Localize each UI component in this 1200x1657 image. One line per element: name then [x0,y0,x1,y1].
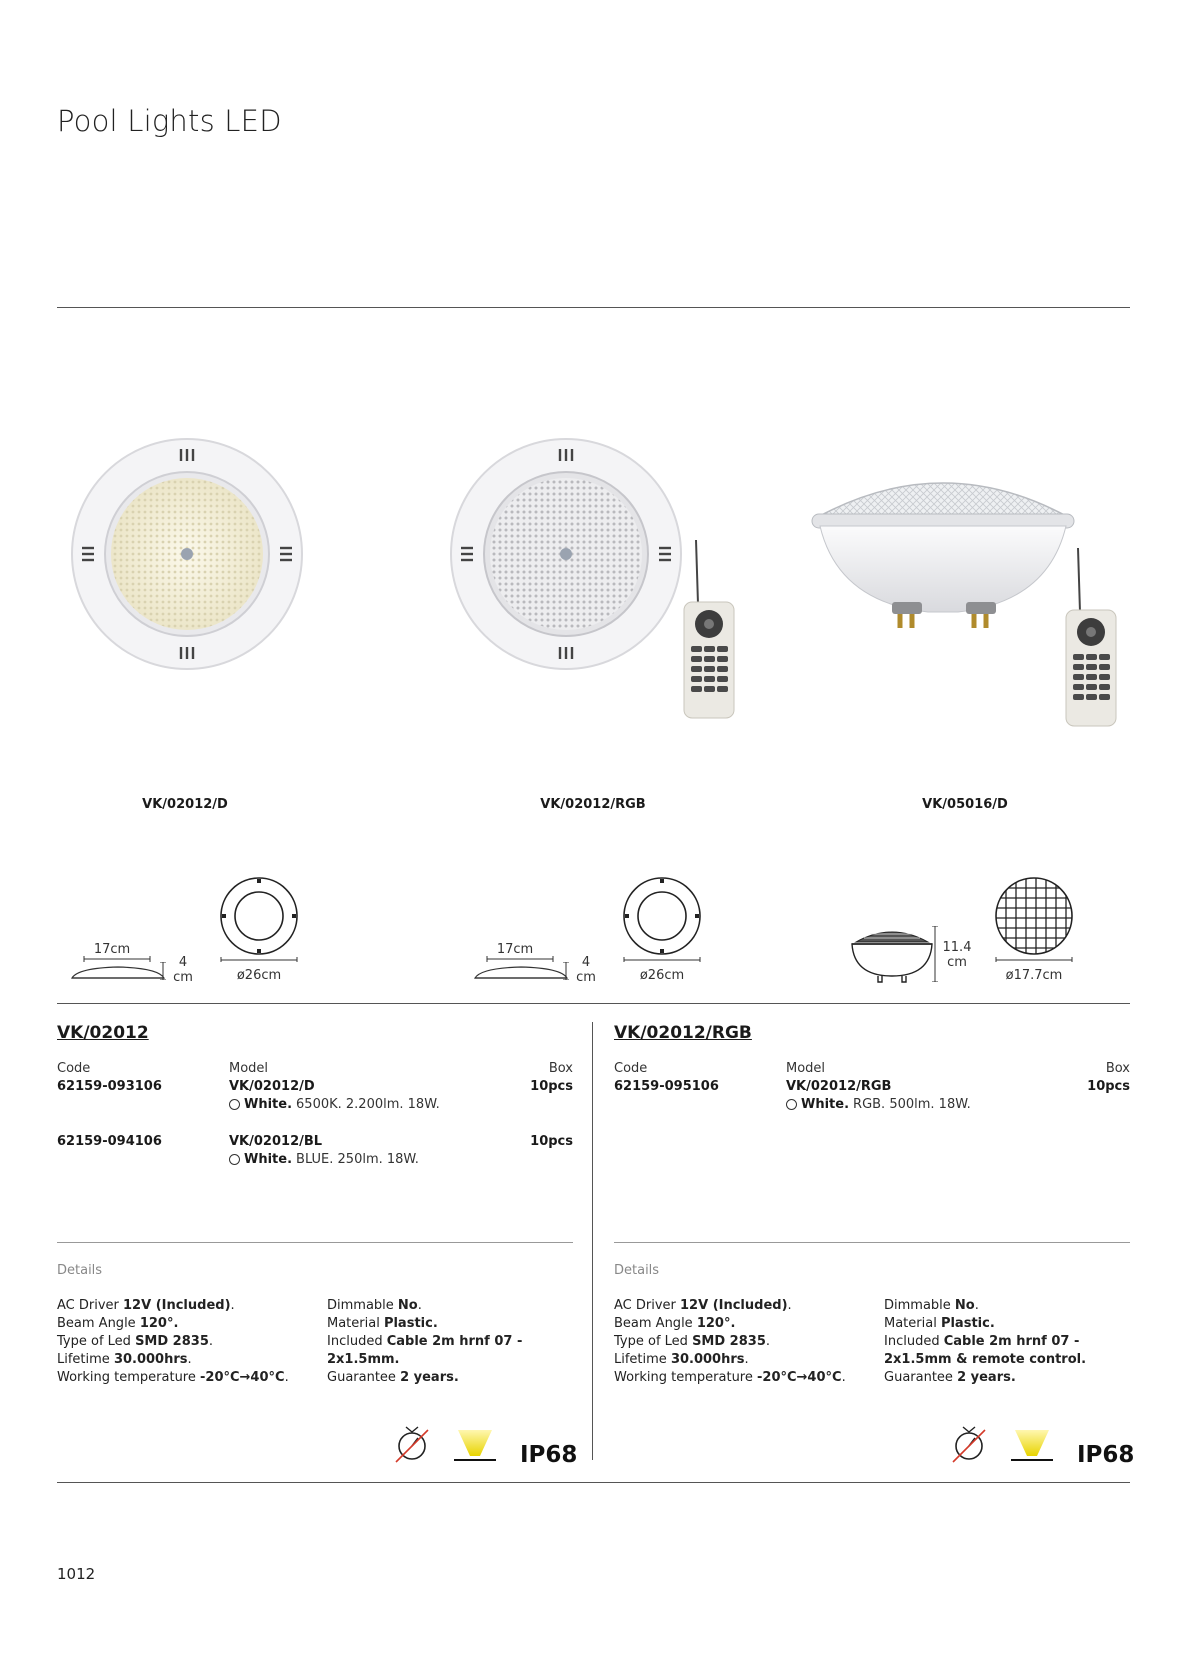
product-caption-1: VK/02012/D [142,797,228,812]
product-image-3 [808,462,1078,646]
remote-control-image-2 [1064,548,1120,732]
dim-width-2: 17cm [496,942,534,957]
row-description [229,1097,440,1112]
col-header-model-2: Model [786,1061,826,1076]
row-model: VK/02012/D [229,1079,315,1094]
row-color: White. [244,1152,293,1167]
ip-rating-2: IP68 [1077,1442,1135,1468]
row-model: VK/02012/RGB [786,1079,892,1094]
spec-line: Material Plastic. [884,1316,995,1331]
col-header-box-1: Box [548,1061,573,1076]
details-left-1 [57,1297,289,1387]
side-profile-drawing-1 [68,956,168,986]
spec-line: AC Driver 12V (Included). [57,1298,235,1313]
details-right-2 [884,1297,1086,1387]
row-description [786,1097,971,1112]
dim-diameter-2: ø26cm [639,968,685,983]
top-view-drawing-3 [994,876,1074,966]
dim-height-unit-1: cm [173,970,193,985]
spec-line: Beam Angle 120°. [614,1316,736,1331]
row-spec: RGB. 500lm. 18W. [853,1097,971,1112]
spec-line: Type of Led SMD 2835. [57,1334,214,1349]
product-image-1 [70,437,304,675]
dim-height-3 [940,940,974,970]
dimensions-divider [57,1003,1130,1004]
row-box: 10pcs [1087,1079,1130,1094]
section-title-1: VK/02012 [57,1023,149,1043]
dim-height-unit-3: cm [947,955,967,970]
height-marker-1 [160,962,166,984]
spec-line: Type of Led SMD 2835. [614,1334,771,1349]
dim-height-value-1: 4 [178,955,188,970]
spec-line: Dimmable No. [884,1298,979,1313]
dim-diameter-1: ø26cm [236,968,282,983]
row-code: 62159-095106 [614,1079,719,1094]
non-dimmable-icon [392,1424,432,1468]
beam-light-icon [452,1428,498,1468]
color-bullet-icon [229,1154,240,1165]
details-label-2: Details [614,1263,660,1278]
dim-height-unit-2: cm [576,970,596,985]
col-header-code-1: Code [57,1061,91,1076]
header-divider [57,307,1130,308]
dim-width-1: 17cm [93,942,131,957]
page-number: 1012 [57,1565,96,1583]
section-title-2: VK/02012/RGB [614,1023,752,1043]
product-caption-2: VK/02012/RGB [540,797,646,812]
col-header-box-2: Box [1105,1061,1130,1076]
row-spec: BLUE. 250lm. 18W. [296,1152,419,1167]
dim-height-value-2: 4 [581,955,591,970]
spec-line: Material Plastic. [327,1316,438,1331]
spec-line: Guarantee 2 years. [884,1370,1016,1385]
row-description [229,1152,419,1167]
details-right-1 [327,1297,522,1387]
spec-line: 2x1.5mm & remote control. [884,1352,1087,1367]
spec-line: Lifetime 30.000hrs. [614,1352,749,1367]
ip-rating-1: IP68 [520,1442,578,1468]
non-dimmable-icon [949,1424,989,1468]
dim-height-value-3: 11.4 [942,940,972,955]
top-view-drawing-2 [622,876,702,966]
row-model: VK/02012/BL [229,1134,323,1149]
details-divider-2 [614,1242,1130,1243]
side-profile-drawing-3 [850,926,934,988]
spec-line: Guarantee 2 years. [327,1370,459,1385]
dim-height-1 [172,955,194,985]
details-label-1: Details [57,1263,103,1278]
details-left-2 [614,1297,846,1387]
spec-line: Working temperature -20°C→40°C. [57,1370,289,1385]
spec-line: Beam Angle 120°. [57,1316,179,1331]
row-color: White. [244,1097,293,1112]
spec-line: Included Cable 2m hrnf 07 - [884,1334,1080,1349]
color-bullet-icon [229,1099,240,1110]
height-marker-2 [563,962,569,984]
row-code: 62159-094106 [57,1134,162,1149]
row-code: 62159-093106 [57,1079,162,1094]
row-box: 10pcs [530,1134,573,1149]
product-caption-3: VK/05016/D [922,797,1008,812]
side-profile-drawing-2 [471,956,571,986]
height-marker-3 [932,926,938,986]
color-bullet-icon [786,1099,797,1110]
spec-line: Dimmable No. [327,1298,422,1313]
spec-line: Included Cable 2m hrnf 07 - [327,1334,523,1349]
remote-control-image-1 [682,540,738,724]
top-view-drawing-1 [219,876,299,966]
dim-diameter-3: ø17.7cm [1005,968,1063,983]
spec-line: Working temperature -20°C→40°C. [614,1370,846,1385]
column-divider [592,1022,593,1460]
spec-line: Lifetime 30.000hrs. [57,1352,192,1367]
row-box: 10pcs [530,1079,573,1094]
col-header-model-1: Model [229,1061,269,1076]
page-title: Pool Lights LED [57,104,282,138]
dim-height-2 [575,955,597,985]
row-spec: 6500K. 2.200lm. 18W. [296,1097,440,1112]
row-color: White. [801,1097,850,1112]
col-header-code-2: Code [614,1061,648,1076]
footer-divider [57,1482,1130,1483]
details-divider-1 [57,1242,573,1243]
beam-light-icon [1009,1428,1055,1468]
product-image-2 [449,437,683,675]
spec-line: 2x1.5mm. [327,1352,400,1367]
spec-line: AC Driver 12V (Included). [614,1298,792,1313]
